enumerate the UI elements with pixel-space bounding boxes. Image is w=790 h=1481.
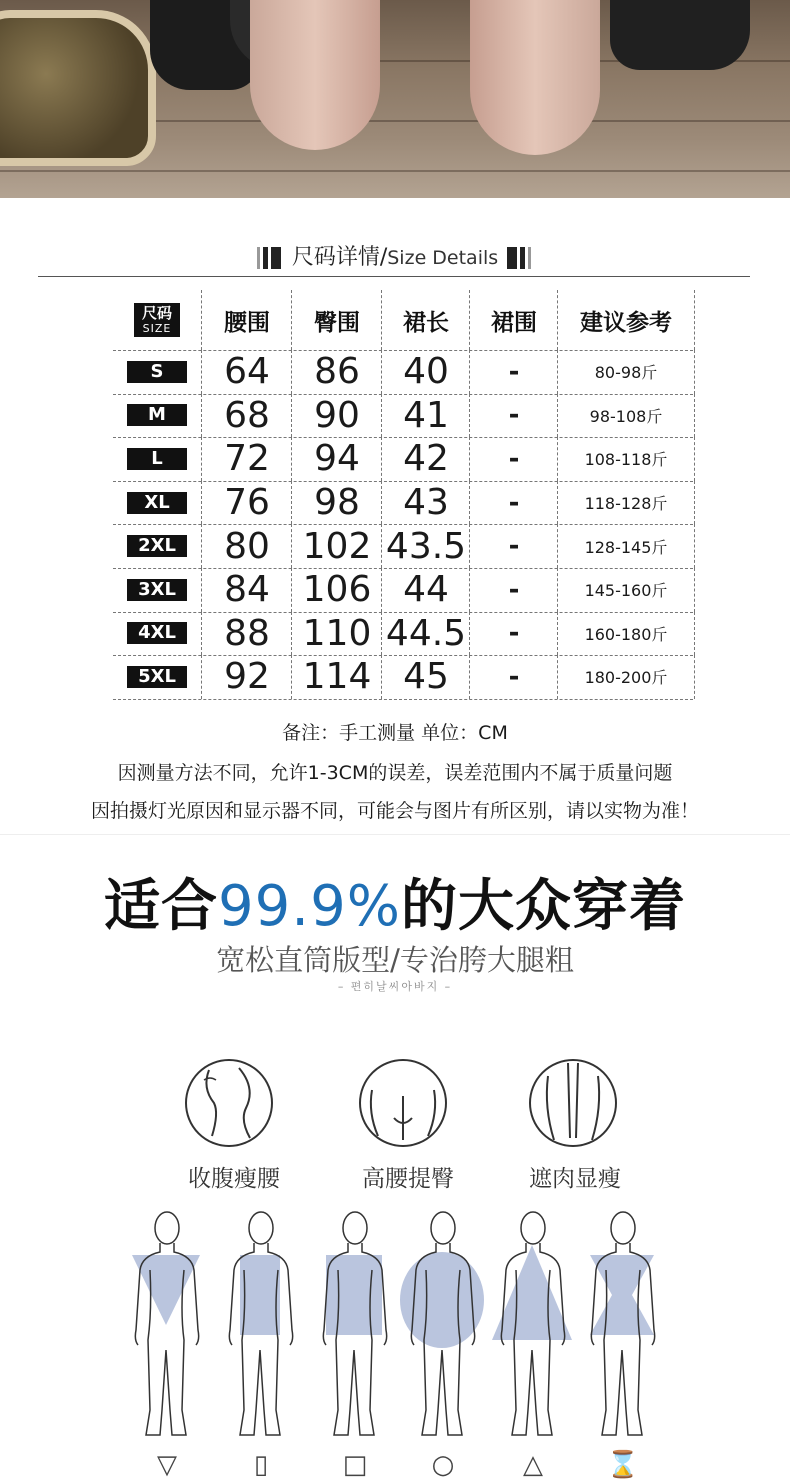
waist-value: 88 bbox=[224, 612, 270, 654]
waist-cell bbox=[201, 481, 292, 525]
skirt-circ-cell bbox=[469, 437, 558, 481]
size-badge: 5XL bbox=[127, 666, 187, 688]
recommend-cell bbox=[557, 612, 695, 656]
size-cell bbox=[113, 437, 201, 481]
length-cell bbox=[381, 612, 470, 656]
size-head-en: SIZE bbox=[142, 322, 172, 335]
waist-value: 76 bbox=[224, 482, 270, 524]
size-cell bbox=[113, 481, 201, 525]
belly-icon bbox=[184, 1058, 274, 1148]
waist-value: 92 bbox=[224, 656, 270, 698]
recommend-value: 98-108斤 bbox=[589, 406, 663, 426]
length-cell bbox=[381, 481, 470, 525]
bar-decoration-icon bbox=[505, 247, 535, 269]
body-figure-round bbox=[400, 1210, 486, 1440]
length-cell bbox=[381, 437, 470, 481]
hip-cell bbox=[291, 568, 382, 612]
table-row bbox=[113, 350, 693, 395]
recommend-cell bbox=[557, 394, 695, 438]
skirt-circ-cell bbox=[469, 524, 558, 568]
title-en: Size Details bbox=[387, 247, 499, 269]
skirt-circ-cell bbox=[469, 481, 558, 525]
skirt-circ-cell bbox=[469, 568, 558, 612]
skirt-circ-value: - bbox=[508, 531, 520, 562]
shape-symbol: ▽ bbox=[157, 1450, 177, 1480]
recommend-cell bbox=[557, 524, 695, 568]
skirt-circ-value: - bbox=[508, 356, 520, 387]
length-value: 44 bbox=[403, 569, 449, 611]
promo-title bbox=[0, 862, 790, 942]
promo-subtitle: 宽松直筒版型/专治胯大腿粗 bbox=[216, 943, 574, 977]
table-row bbox=[113, 481, 693, 526]
hip-value: 114 bbox=[302, 656, 372, 698]
length-value: 40 bbox=[403, 351, 449, 393]
hip-value: 94 bbox=[314, 438, 360, 480]
note-line: 因拍摄灯光原因和显示器不同，可能会与图片有所区别，请以实物为准！ bbox=[90, 800, 699, 822]
recommend-value: 128-145斤 bbox=[584, 537, 668, 557]
table-row bbox=[113, 394, 693, 439]
header-skirt-circ: 裙围 bbox=[469, 290, 558, 350]
table-row bbox=[113, 524, 693, 569]
body-figure-inverted-triangle bbox=[124, 1210, 210, 1440]
waist-value: 80 bbox=[224, 525, 270, 567]
header-waist: 腰围 bbox=[201, 290, 292, 350]
recommend-cell bbox=[557, 481, 695, 525]
table-row bbox=[113, 655, 693, 700]
hip-value: 98 bbox=[314, 482, 360, 524]
leg-icon bbox=[528, 1058, 618, 1148]
size-badge: L bbox=[127, 448, 187, 470]
waist-cell bbox=[201, 612, 292, 656]
skirt-circ-value: - bbox=[508, 574, 520, 605]
waist-value: 84 bbox=[224, 569, 270, 611]
hip-cell bbox=[291, 524, 382, 568]
skirt-circ-cell bbox=[469, 394, 558, 438]
size-cell bbox=[113, 612, 201, 656]
size-cell bbox=[113, 394, 201, 438]
size-badge: S bbox=[127, 361, 187, 383]
size-cell bbox=[113, 524, 201, 568]
hip-value: 106 bbox=[302, 569, 372, 611]
promo-title-post: 的大众穿着 bbox=[400, 874, 686, 939]
length-value: 45 bbox=[403, 656, 449, 698]
promo-title-pre: 适合 bbox=[104, 874, 219, 939]
table-row bbox=[113, 612, 693, 657]
shape-symbol: ⌛ bbox=[606, 1450, 640, 1480]
header-hip: 臀围 bbox=[291, 290, 382, 350]
size-details-title bbox=[0, 240, 790, 271]
waist-cell bbox=[201, 524, 292, 568]
table-row bbox=[113, 568, 693, 613]
size-cell bbox=[113, 655, 201, 699]
hip-cell bbox=[291, 437, 382, 481]
waist-value: 72 bbox=[224, 438, 270, 480]
recommend-cell bbox=[557, 655, 695, 699]
leg-image bbox=[470, 0, 600, 155]
recommend-cell bbox=[557, 350, 695, 394]
waist-cell bbox=[201, 437, 292, 481]
size-cell bbox=[113, 350, 201, 394]
hip-cell bbox=[291, 481, 382, 525]
title-cn: 尺码详情/ bbox=[291, 245, 388, 270]
skirt-circ-value: - bbox=[508, 661, 520, 692]
hip-cell bbox=[291, 612, 382, 656]
length-cell bbox=[381, 350, 470, 394]
skirt-circ-value: - bbox=[508, 618, 520, 649]
size-badge: XL bbox=[127, 492, 187, 514]
header-length: 裙长 bbox=[381, 290, 470, 350]
recommend-value: 145-160斤 bbox=[584, 581, 668, 601]
feature-label-belly: 收腹瘦腰 bbox=[188, 1166, 280, 1192]
recommend-value: 160-180斤 bbox=[584, 624, 668, 644]
product-photo bbox=[0, 0, 790, 198]
recommend-value: 118-128斤 bbox=[584, 494, 668, 514]
recommend-value: 180-200斤 bbox=[584, 668, 668, 688]
shoe-image bbox=[610, 0, 750, 70]
skirt-circ-value: - bbox=[508, 400, 520, 431]
waist-cell bbox=[201, 655, 292, 699]
shape-symbol: △ bbox=[523, 1450, 543, 1480]
waist-value: 68 bbox=[224, 394, 270, 436]
leg-image bbox=[250, 0, 380, 150]
size-badge: 3XL bbox=[127, 579, 187, 601]
shape-symbol: ▯ bbox=[253, 1450, 269, 1480]
hip-cell bbox=[291, 655, 382, 699]
size-header-cell bbox=[113, 290, 201, 350]
size-badge: 2XL bbox=[127, 535, 187, 557]
body-figure-triangle bbox=[490, 1210, 576, 1440]
shape-symbol: □ bbox=[342, 1450, 368, 1480]
skirt-circ-value: - bbox=[508, 487, 520, 518]
size-badge: M bbox=[127, 404, 187, 426]
skirt-circ-cell bbox=[469, 655, 558, 699]
handbag-image bbox=[0, 10, 156, 166]
recommend-value: 80-98斤 bbox=[594, 363, 658, 383]
recommend-value: 108-118斤 bbox=[584, 450, 668, 470]
table-header-row bbox=[113, 290, 693, 351]
waist-cell bbox=[201, 394, 292, 438]
hip-value: 90 bbox=[314, 394, 360, 436]
waist-cell bbox=[201, 350, 292, 394]
waist-value: 64 bbox=[224, 351, 270, 393]
note-line: 备注：手工测量 单位：CM bbox=[282, 722, 508, 744]
length-cell bbox=[381, 655, 470, 699]
shape-symbol: ○ bbox=[431, 1450, 455, 1480]
bar-decoration-icon bbox=[255, 247, 285, 269]
section-divider bbox=[0, 834, 790, 835]
note-line: 因测量方法不同，允许1-3CM的误差，误差范围内不属于质量问题 bbox=[117, 762, 673, 784]
waist-cell bbox=[201, 568, 292, 612]
body-figure-rectangle bbox=[312, 1210, 398, 1440]
hip-icon bbox=[358, 1058, 448, 1148]
recommend-cell bbox=[557, 437, 695, 481]
size-header-badge bbox=[134, 303, 180, 337]
hip-value: 110 bbox=[302, 612, 372, 654]
length-value: 44.5 bbox=[385, 612, 467, 654]
length-value: 43.5 bbox=[385, 525, 467, 567]
length-cell bbox=[381, 394, 470, 438]
table-row bbox=[113, 437, 693, 482]
size-head-cn: 尺码 bbox=[141, 304, 172, 322]
length-cell bbox=[381, 524, 470, 568]
skirt-circ-cell bbox=[469, 350, 558, 394]
feature-label-hip: 高腰提臀 bbox=[362, 1166, 454, 1192]
skirt-circ-cell bbox=[469, 612, 558, 656]
hip-cell bbox=[291, 350, 382, 394]
skirt-circ-value: - bbox=[508, 443, 520, 474]
promo-korean: – 편히날씨아바지 – bbox=[337, 980, 453, 993]
hip-cell bbox=[291, 394, 382, 438]
promo-title-percent: 99.9% bbox=[218, 874, 401, 939]
hip-value: 102 bbox=[302, 525, 372, 567]
title-divider bbox=[38, 276, 750, 277]
length-cell bbox=[381, 568, 470, 612]
header-recommend: 建议参考 bbox=[557, 290, 695, 350]
feature-label-slim: 遮肉显瘦 bbox=[529, 1166, 621, 1192]
length-value: 42 bbox=[403, 438, 449, 480]
body-figure-rectangle-slim bbox=[218, 1210, 304, 1440]
size-cell bbox=[113, 568, 201, 612]
length-value: 41 bbox=[403, 394, 449, 436]
recommend-cell bbox=[557, 568, 695, 612]
size-badge: 4XL bbox=[127, 622, 187, 644]
length-value: 43 bbox=[403, 482, 449, 524]
hip-value: 86 bbox=[314, 351, 360, 393]
body-figure-hourglass bbox=[580, 1210, 666, 1440]
